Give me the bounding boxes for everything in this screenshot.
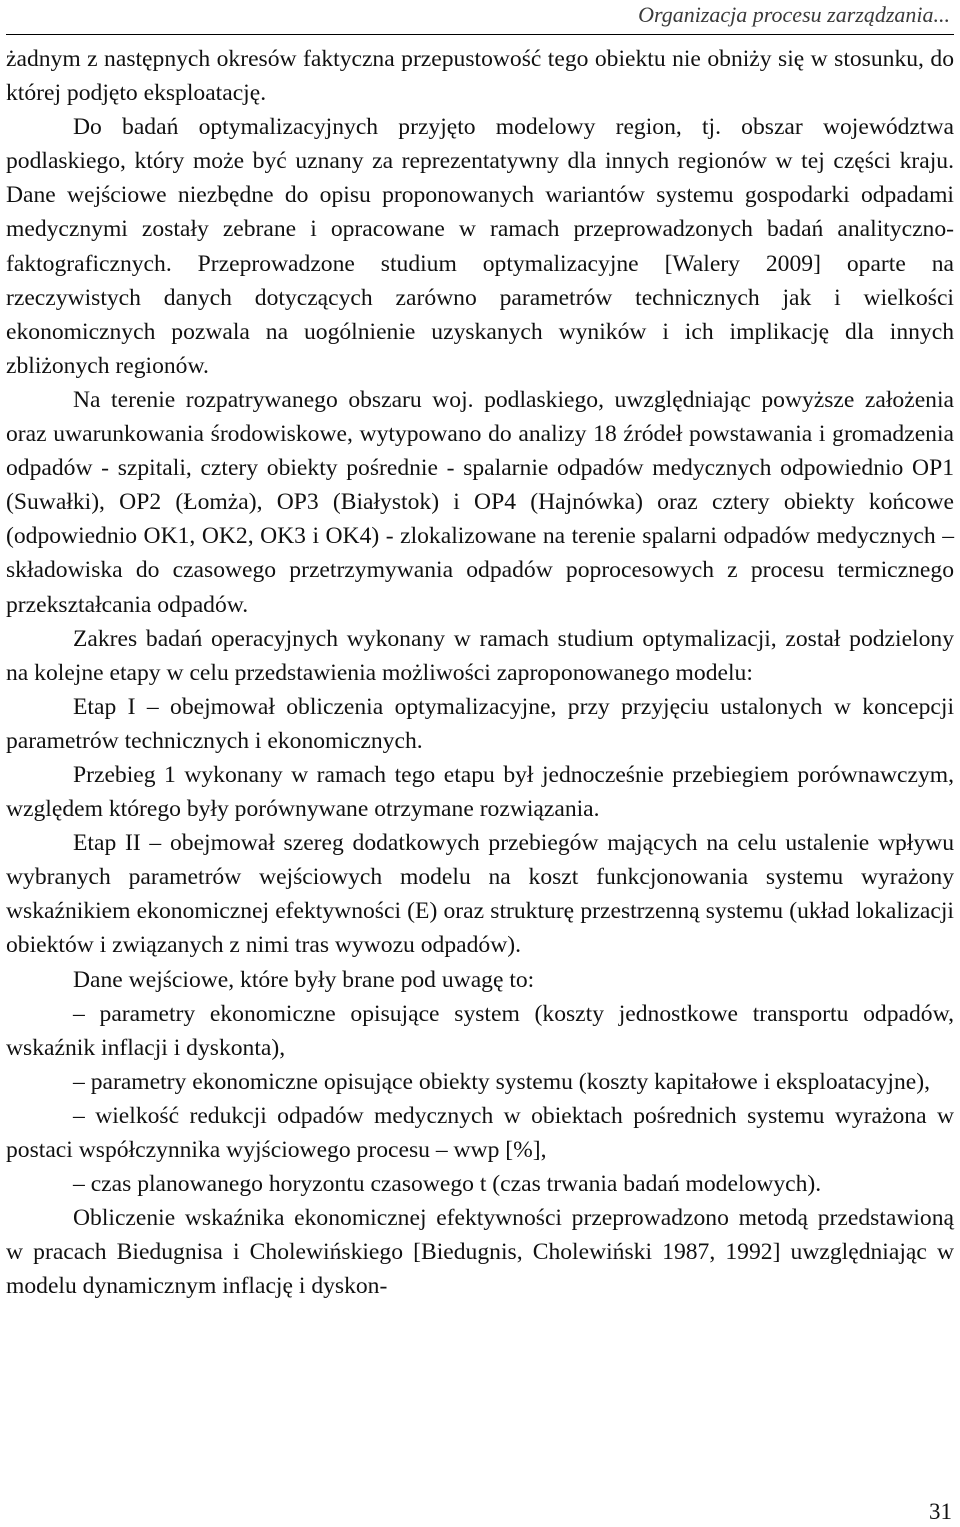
paragraph-3: Na terenie rozpatrywanego obszaru woj. podlaskiego, uwzględniając powyższe założenia oraz uwarunkowania środowiskowe, wytypowano do analizy 18 źródeł powstawania i gromadzenia odpadów - szpitali, cztery obiekty pośrednie - spalarnie odpadów medycznych odpowiednio OP1 (Suwałki), OP2 (Łomża), OP3 (Białystok) i OP4 (Hajnówka) oraz cztery obiekty końcowe (odpowiednio OK1, OK2, OK3 i OK4) - zlokalizowane na terenie spalarni odpadów medycznych – składowiska do czasowego przetrzymywania odpadów poprocesowych z procesu termicznego przekształcania odpadów. [6, 386, 954, 618]
list-item-1: – parametry ekonomiczne opisujące system (koszty jednostkowe transportu odpadów, wskaźnik inflacji i dyskonta), [6, 1000, 954, 1061]
paragraph-2: Do badań optymalizacyjnych przyjęto modelowy region, tj. obszar województwa podlaskiego, który może być uznany za reprezentatywny dla innych regionów w tej części kraju. Dane wejściowe niezbędne do opisu proponowanych wariantów systemu gospodarki odpadami medycznymi zostały zebrane i opracowane w ramach przeprowadzonych badań analityczno-faktograficznych. Przeprowadzone studium optymalizacyjne [Walery 2009] oparte na rzeczywistych danych dotyczących zarówno parametrów technicznych jak i wielkości ekonomicznych pozwala na uogólnienie uzyskanych wyników i ich implikację dla innych zbliżonych regionów. [6, 114, 954, 379]
paragraph-4: Zakres badań operacyjnych wykonany w ramach studium optymalizacji, został podzielony na kolejne etapy w celu przedstawienia możliwości zaproponowanego modelu: [6, 625, 954, 686]
paragraph-8: Dane wejściowe, które były brane pod uwagę to: [73, 966, 535, 993]
page-number: 31 [929, 1499, 952, 1524]
paragraph-6: Przebieg 1 wykonany w ramach tego etapu był jednocześnie przebiegiem porównawczym, względem którego były porównywane otrzymane rozwiązania. [6, 761, 954, 823]
list-item-4: – czas planowanego horyzontu czasowego t (czas trwania badań modelowych). [73, 1171, 822, 1198]
page-body [6, 42, 954, 1303]
paragraph-7: Etap II – obejmował szereg dodatkowych przebiegów mających na celu ustalenie wpływu wybranych parametrów wejściowych modelu na koszt funkcjonowania systemu wyrażony wskaźnikiem ekonomicznej efektywności (E) oraz strukturę przestrzenną systemu (układ lokalizacji obiektów i związanych z nimi tras wywozu odpadów). [6, 830, 954, 959]
paragraph-9: Obliczenie wskaźnika ekonomicznej efektywności przeprowadzono metodą przedstawioną w pracach Biedugnisa i Cholewińskiego [Biedugnis, Cholewiński 1987, 1992] uwzględniając w modelu dynamicznym inflację i dyskon- [6, 1205, 954, 1300]
list-item-3: – wielkość redukcji odpadów medycznych w obiektach pośrednich systemu wyrażona w postaci współczynnika wyjściowego procesu – wwp [%], [6, 1102, 954, 1163]
header-rule [6, 34, 954, 35]
running-header: Organizacja procesu zarządzania... [638, 2, 950, 27]
list-item-2: – parametry ekonomiczne opisujące obiekty systemu (koszty kapitałowe i eksploatacyjne), [73, 1068, 930, 1095]
paragraph-1: żadnym z następnych okresów faktyczna przepustowość tego obiektu nie obniży się w stosunku, do której podjęto eksploatację. [6, 46, 954, 107]
paragraph-5: Etap I – obejmował obliczenia optymalizacyjne, przy przyjęciu ustalonych w koncepcji parametrów technicznych i ekonomicznych. [6, 693, 954, 754]
